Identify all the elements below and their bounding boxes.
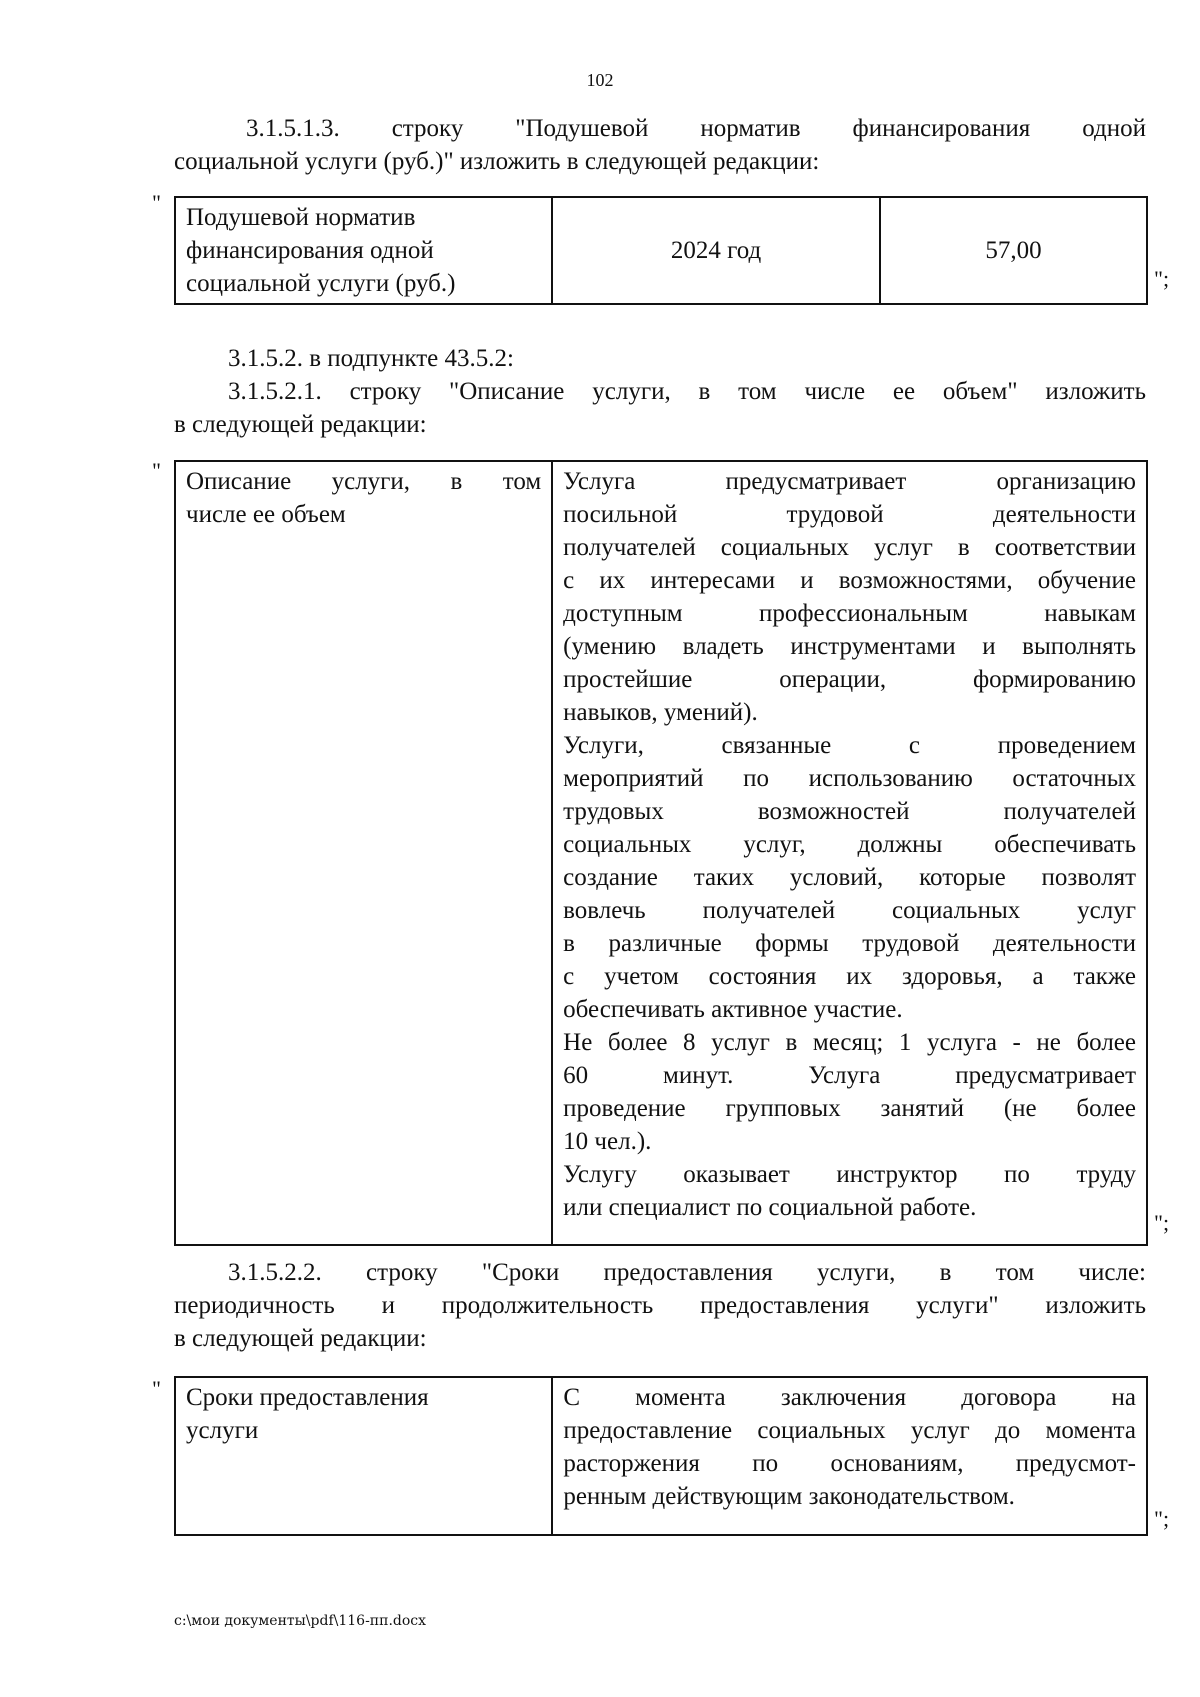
cell-line: с их интересами и возможностями, обучение (563, 567, 1136, 594)
cell-line: Услуга предусматривает организацию (563, 468, 1136, 495)
cell-line: вовлечь получателей социальных услуг (563, 897, 1136, 924)
cell-line: создание таких условий, которые позволят (563, 864, 1136, 891)
cell-line: или специалист по социальной работе. (563, 1194, 977, 1221)
table-service-terms (174, 1376, 1148, 1536)
paragraph-line: 3.1.5.2. в подпункте 43.5.2: (228, 345, 514, 372)
cell-line: проведение групповых занятий (не более (563, 1095, 1136, 1122)
paragraph-3-1-5-2 (174, 342, 1146, 441)
cell-line: простейшие операции, формированию (563, 666, 1136, 693)
cell-line: 10 чел.). (563, 1128, 652, 1155)
close-quote: "; (1154, 1210, 1170, 1235)
open-quote: " (152, 1376, 161, 1401)
cell-line: Описание услуги, в том (186, 468, 542, 495)
cell-line: посильной трудовой деятельности (563, 501, 1136, 528)
open-quote: " (152, 190, 161, 215)
table-cell-label (175, 461, 552, 1245)
paragraph-3-1-5-1-3 (174, 112, 1146, 178)
table-row (175, 197, 1147, 304)
cell-line: обеспечивать активное участие. (563, 996, 903, 1023)
cell-line: 60 минут. Услуга предусматривает (563, 1062, 1136, 1089)
cell-line: Подушевой норматив (186, 204, 416, 231)
table-cell-label (175, 1377, 552, 1535)
paragraph-line: в следующей редакции: (174, 411, 427, 438)
paragraph-line: социальной услуги (руб.)" изложить в следующей редакции: (174, 148, 820, 175)
paragraph-line: 3.1.5.1.3. строку "Подушевой норматив финансирования одной (246, 115, 1146, 142)
cell-line: Не более 8 услуг в месяц; 1 услуга - не более (563, 1029, 1136, 1056)
footer-file-path: c:\мои документы\pdf\116-пп.docx (174, 1613, 427, 1629)
table-row (175, 1377, 1147, 1535)
cell-line: трудовых возможностей получателей (563, 798, 1136, 825)
cell-line: социальной услуги (руб.) (186, 270, 456, 297)
open-quote: " (152, 458, 161, 483)
cell-line: предоставление социальных услуг до момента (563, 1417, 1136, 1444)
cell-line: финансирования одной (186, 237, 434, 264)
close-quote: "; (1154, 266, 1170, 291)
cell-line: числе ее объем (186, 501, 346, 528)
cell-line: С момента заключения договора на (563, 1384, 1136, 1411)
table-row (175, 461, 1147, 1245)
paragraph-3-1-5-2-2 (174, 1256, 1146, 1355)
paragraph-line: 3.1.5.2.2. строку "Сроки предоставления услуги, в том числе: (228, 1259, 1146, 1286)
cell-line: с учетом состояния их здоровья, а также (563, 963, 1136, 990)
table-cell-description (552, 1377, 1147, 1535)
page-number: 102 (586, 70, 614, 90)
cell-line: мероприятий по использованию остаточных (563, 765, 1136, 792)
cell-line: расторжения по основаниям, предусмот- (563, 1450, 1136, 1477)
table-service-description (174, 460, 1148, 1246)
cell-line: (умению владеть инструментами и выполнять (563, 633, 1136, 660)
table-per-capita-standard (174, 196, 1148, 305)
cell-line: доступным профессиональным навыкам (563, 600, 1136, 627)
close-quote: "; (1154, 1506, 1170, 1531)
cell-line: Услугу оказывает инструктор по труду (563, 1161, 1136, 1188)
cell-line: услуги (186, 1417, 259, 1444)
table-cell-description (552, 461, 1147, 1245)
paragraph-line: периодичность и продолжительность предоставления услуги" изложить (174, 1292, 1146, 1319)
cell-line: навыков, умений). (563, 699, 758, 726)
cell-line: Услуги, связанные с проведением (563, 732, 1136, 759)
cell-line: получателей социальных услуг в соответствии (563, 534, 1136, 561)
cell-line: ренным действующим законодательством. (563, 1483, 1015, 1510)
paragraph-line: в следующей редакции: (174, 1325, 427, 1352)
table-cell-year: 2024 год (552, 197, 880, 304)
cell-line: социальных услуг, должны обеспечивать (563, 831, 1136, 858)
paragraph-line: 3.1.5.2.1. строку "Описание услуги, в том числе ее объем" изложить (228, 378, 1146, 405)
cell-line: в различные формы трудовой деятельности (563, 930, 1136, 957)
table-cell-label (175, 197, 552, 304)
cell-line: Сроки предоставления (186, 1384, 429, 1411)
table-cell-value: 57,00 (880, 197, 1147, 304)
